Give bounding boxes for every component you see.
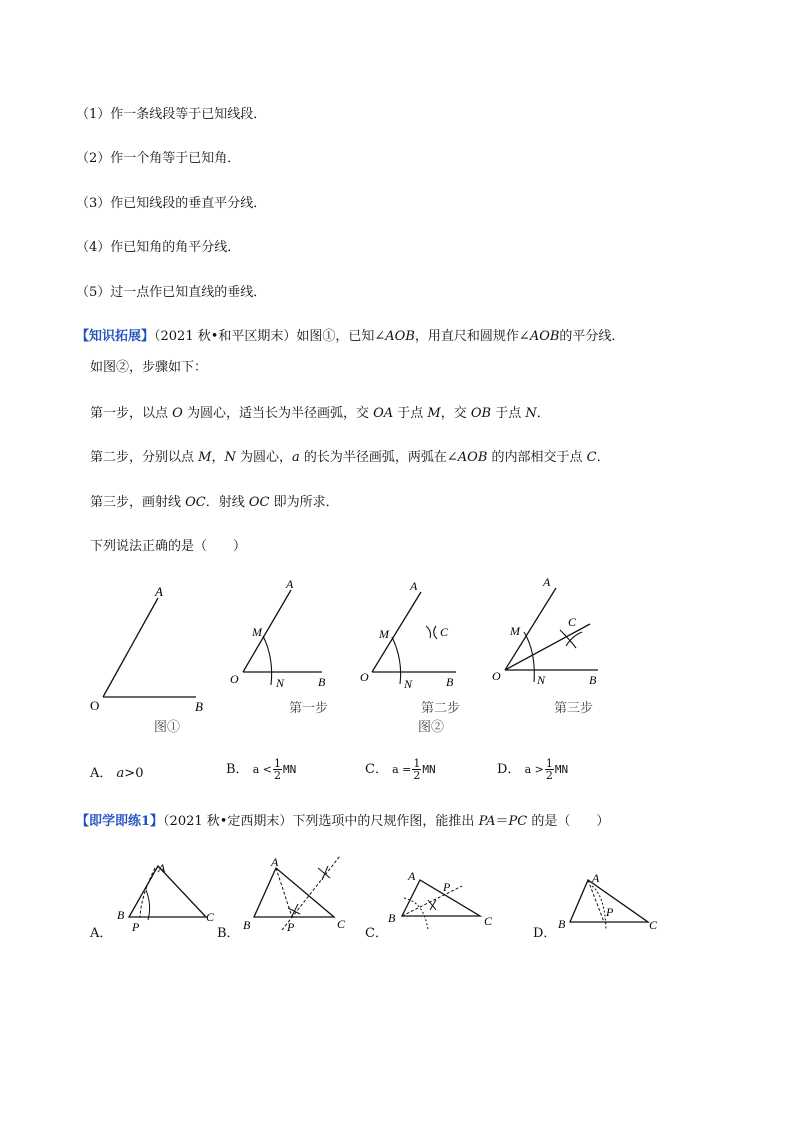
q2-option-c[interactable]: C．	[365, 926, 388, 941]
opt-b-num: 1	[273, 757, 281, 770]
s2a: 第二步，分别以点	[90, 450, 199, 465]
list-item-1: （1）作一条线段等于已知线段．	[76, 107, 267, 122]
q2a-arc	[146, 890, 150, 920]
f2c-label-c: C	[568, 615, 577, 629]
opt-b-label: B．	[226, 762, 249, 777]
q2c-arc	[404, 898, 428, 930]
q2b-arcs-top	[318, 866, 330, 880]
s2C: C	[586, 450, 597, 465]
q2-option-b[interactable]: B．	[217, 926, 240, 941]
f2c-label-a: A	[543, 575, 551, 589]
q2a-label-a: A	[158, 861, 166, 875]
s3c: 即为所求．	[269, 495, 339, 510]
q2b-bisector	[282, 856, 340, 930]
q2-eq: ＝	[495, 814, 509, 829]
f2c-label-o: O	[492, 669, 501, 683]
q2c-arcs	[428, 900, 436, 910]
q1-tag: 【知识拓展】	[76, 329, 155, 344]
f2b-label-n: N	[404, 677, 413, 691]
f2b-caption: 第二步	[421, 701, 461, 716]
s3a: 第三步，画射线	[90, 495, 186, 510]
opt-c-num: 1	[413, 757, 421, 770]
q2-end: 的是（ ）	[527, 814, 610, 829]
opt-c-label: C．	[365, 762, 388, 777]
s2M: M	[198, 450, 212, 465]
s2e: ．	[596, 450, 610, 465]
f2a-caption: 第一步	[289, 701, 329, 716]
f2b-label-o: O	[360, 670, 369, 684]
s1e: 于点	[491, 406, 526, 421]
f2c-label-m: M	[510, 624, 520, 638]
fig1-caption: 图①	[154, 720, 181, 735]
opt-d-pre: a >	[524, 763, 544, 776]
q2-source: （2021 秋•定西期末）下列选项中的尺规作图，能推出	[163, 814, 479, 829]
q1-end: 的平分线．	[559, 329, 625, 344]
s3OC: OC	[185, 495, 206, 510]
opt-d-num: 1	[545, 757, 553, 770]
list-item-4: （4）作已知角的角平分线．	[76, 240, 241, 255]
q2b-label-a: A	[271, 855, 279, 869]
q2c-line	[402, 886, 462, 916]
s2N: N	[224, 450, 236, 465]
s2AOB: AOB	[457, 450, 488, 465]
s1N: N	[525, 406, 537, 421]
fig1-label-b: B	[195, 699, 203, 714]
s2c: 的长为半径画弧，两弧在∠	[299, 450, 458, 465]
opt-b-pre: a <	[252, 763, 272, 776]
q2a-label-b: B	[117, 908, 125, 922]
q1-angle1: AOB	[385, 329, 415, 344]
q2-fig-d	[558, 871, 658, 932]
f2b-label-a: A	[410, 579, 418, 593]
f2a-label-o: O	[230, 672, 239, 686]
q2d-label-b: B	[558, 917, 566, 931]
q2a-label-c: C	[206, 910, 215, 924]
q2a-triangle	[129, 866, 206, 917]
s1M: M	[427, 406, 441, 421]
opt-d-post: MN	[554, 763, 569, 776]
s1a: 第一步，以点	[90, 406, 173, 421]
s1d: ，交	[440, 406, 471, 421]
q2c-label-p: P	[443, 880, 451, 894]
f2b-label-b: B	[446, 675, 454, 689]
opt-d-label: D．	[497, 762, 521, 777]
q2-fig-b	[243, 855, 346, 934]
f2a-label-m: M	[252, 625, 262, 639]
s1f: ．	[536, 406, 550, 421]
list-item-2: （2）作一个角等于已知角．	[76, 151, 241, 166]
q2d-label-p: P	[606, 905, 614, 919]
f2a-label-b: B	[318, 675, 326, 689]
q2b-label-c: C	[337, 917, 346, 931]
fig1-label-a: A	[155, 584, 163, 599]
q2c-label-b: B	[388, 911, 396, 925]
s2sep: ，	[211, 450, 225, 465]
opt-b-den: 2	[273, 769, 281, 782]
q2b-label-b: B	[243, 918, 251, 932]
q2d-label-a: A	[592, 871, 600, 885]
list-item-5: （5）过一点作已知直线的垂线．	[76, 285, 267, 300]
q2-pa: PA	[478, 814, 496, 829]
q2c-label-c: C	[484, 914, 493, 928]
q2-option-a[interactable]: A．	[90, 926, 113, 941]
f2c-label-n: N	[537, 673, 546, 687]
q2-fig-c	[388, 869, 493, 930]
q2d-label-c: C	[649, 918, 658, 932]
q1-intro: 如图②，步骤如下：	[90, 360, 208, 375]
q2-fig-a	[117, 861, 215, 934]
s3OC2: OC	[248, 495, 270, 510]
q2-tag: 【即学即练1】	[76, 814, 164, 829]
s2d: 的内部相交于点	[487, 450, 587, 465]
f2c-label-b: B	[589, 673, 597, 687]
s1O: O	[172, 406, 183, 421]
opt-a-rest: >0	[124, 766, 144, 781]
s2var: a	[291, 450, 300, 465]
s1c: 于点	[393, 406, 428, 421]
list-item-3: （3）作已知线段的垂直平分线．	[76, 196, 267, 211]
f2a-label-a: A	[286, 577, 294, 591]
s3b: ．射线	[205, 495, 249, 510]
q1-mid: ，用直尺和圆规作∠	[414, 329, 530, 344]
q2b-triangle	[254, 868, 334, 917]
s2b: 为圆心，	[235, 450, 292, 465]
opt-c-den: 2	[413, 769, 421, 782]
fig1-label-o: O	[90, 698, 100, 713]
q2-option-d[interactable]: D．	[533, 926, 557, 941]
q1-source: （2021 秋•和平区期末）如图①，已知∠	[154, 329, 386, 344]
q2a-label-p: P	[132, 920, 140, 934]
f2c-caption: 第三步	[554, 701, 594, 716]
f2b-label-m: M	[379, 627, 389, 641]
s1OA: OA	[373, 406, 394, 421]
s1b: 为圆心，适当长为半径画弧，交	[182, 406, 374, 421]
q2-pc: PC	[508, 814, 528, 829]
opt-c-post: MN	[422, 763, 436, 776]
q2b-label-p: P	[287, 920, 295, 934]
opt-a-label: A．	[90, 766, 113, 781]
f2b-label-c: C	[440, 625, 449, 639]
opt-d-den: 2	[545, 769, 553, 782]
opt-b-post: MN	[282, 763, 297, 776]
f2a-label-n: N	[276, 676, 285, 690]
fig2-caption: 图②	[418, 720, 445, 735]
opt-a-var: a	[116, 766, 125, 781]
q1-ask: 下列说法正确的是（ ）	[90, 539, 247, 554]
opt-c-pre: a =	[392, 763, 412, 776]
s1OB: OB	[470, 406, 492, 421]
q1-angle2: AOB	[529, 329, 560, 344]
q2c-label-a: A	[408, 869, 416, 883]
